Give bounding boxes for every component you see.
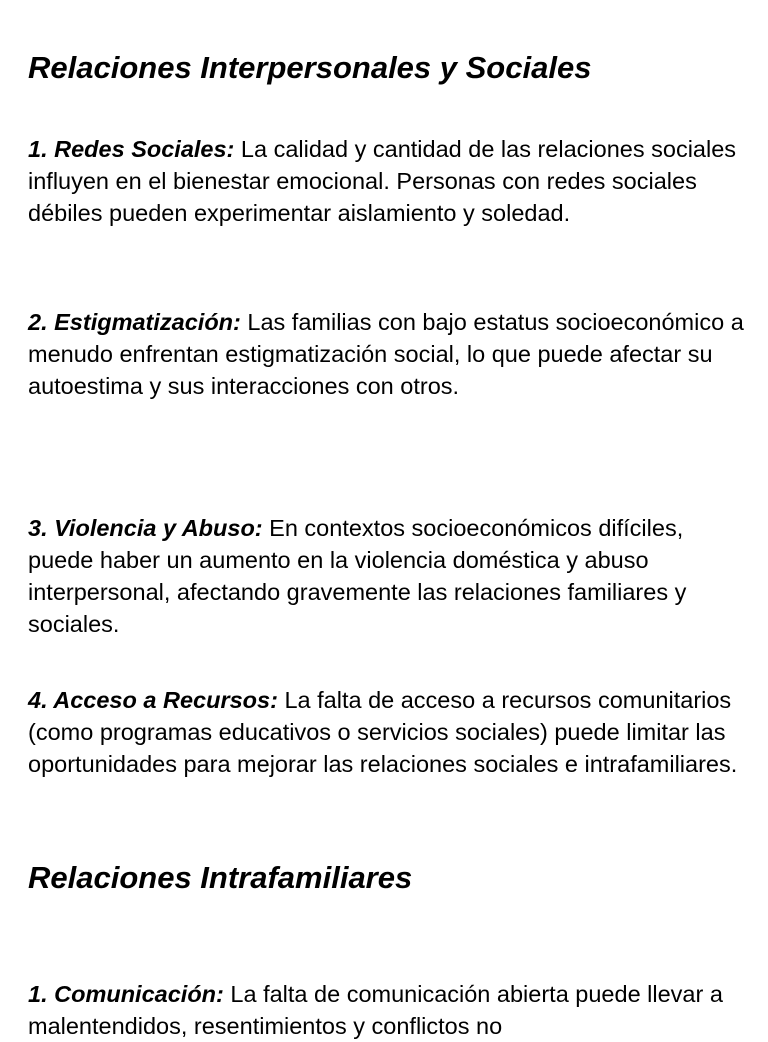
section-heading-interpersonales: Relaciones Interpersonales y Sociales	[28, 50, 592, 85]
term-estigmatizacion: 2. Estigmatización:	[28, 309, 241, 335]
term-comunicacion: 1. Comunicación:	[28, 981, 224, 1007]
paragraph-acceso-recursos	[28, 684, 744, 780]
term-acceso-recursos: 4. Acceso a Recursos:	[28, 687, 278, 713]
paragraph-estigmatizacion	[28, 306, 744, 402]
text-estigmatizacion: Las familias con bajo estatus socioeconómico a menudo enfrentan estigmatización social, lo que puede afectar su autoestima y sus interacciones con otros.	[28, 309, 744, 399]
term-violencia-abuso: 3. Violencia y Abuso:	[28, 515, 263, 541]
paragraph-comunicacion	[28, 978, 744, 1042]
section-heading-intrafamiliares: Relaciones Intrafamiliares	[28, 860, 413, 895]
text-redes-sociales: La calidad y cantidad de las relaciones sociales influyen en el bienestar emocional. Personas con redes sociales débiles pueden experimentar aislamiento y soledad.	[28, 136, 737, 226]
term-redes-sociales: 1. Redes Sociales:	[28, 136, 235, 162]
text-acceso-recursos: La falta de acceso a recursos comunitarios (como programas educativos o servicios sociales) puede limitar las oportunidades para mejorar las relaciones sociales e intrafamiliares.	[28, 687, 738, 777]
text-comunicacion: La falta de comunicación abierta puede llevar a malentendidos, resentimientos y conflictos no	[28, 981, 723, 1039]
paragraph-redes-sociales	[28, 133, 744, 229]
paragraph-violencia-abuso	[28, 512, 744, 640]
text-violencia-abuso: En contextos socioeconómicos difíciles, puede haber un aumento en la violencia doméstica y abuso interpersonal, afectando gravemente las relaciones familiares y sociales.	[28, 515, 687, 637]
